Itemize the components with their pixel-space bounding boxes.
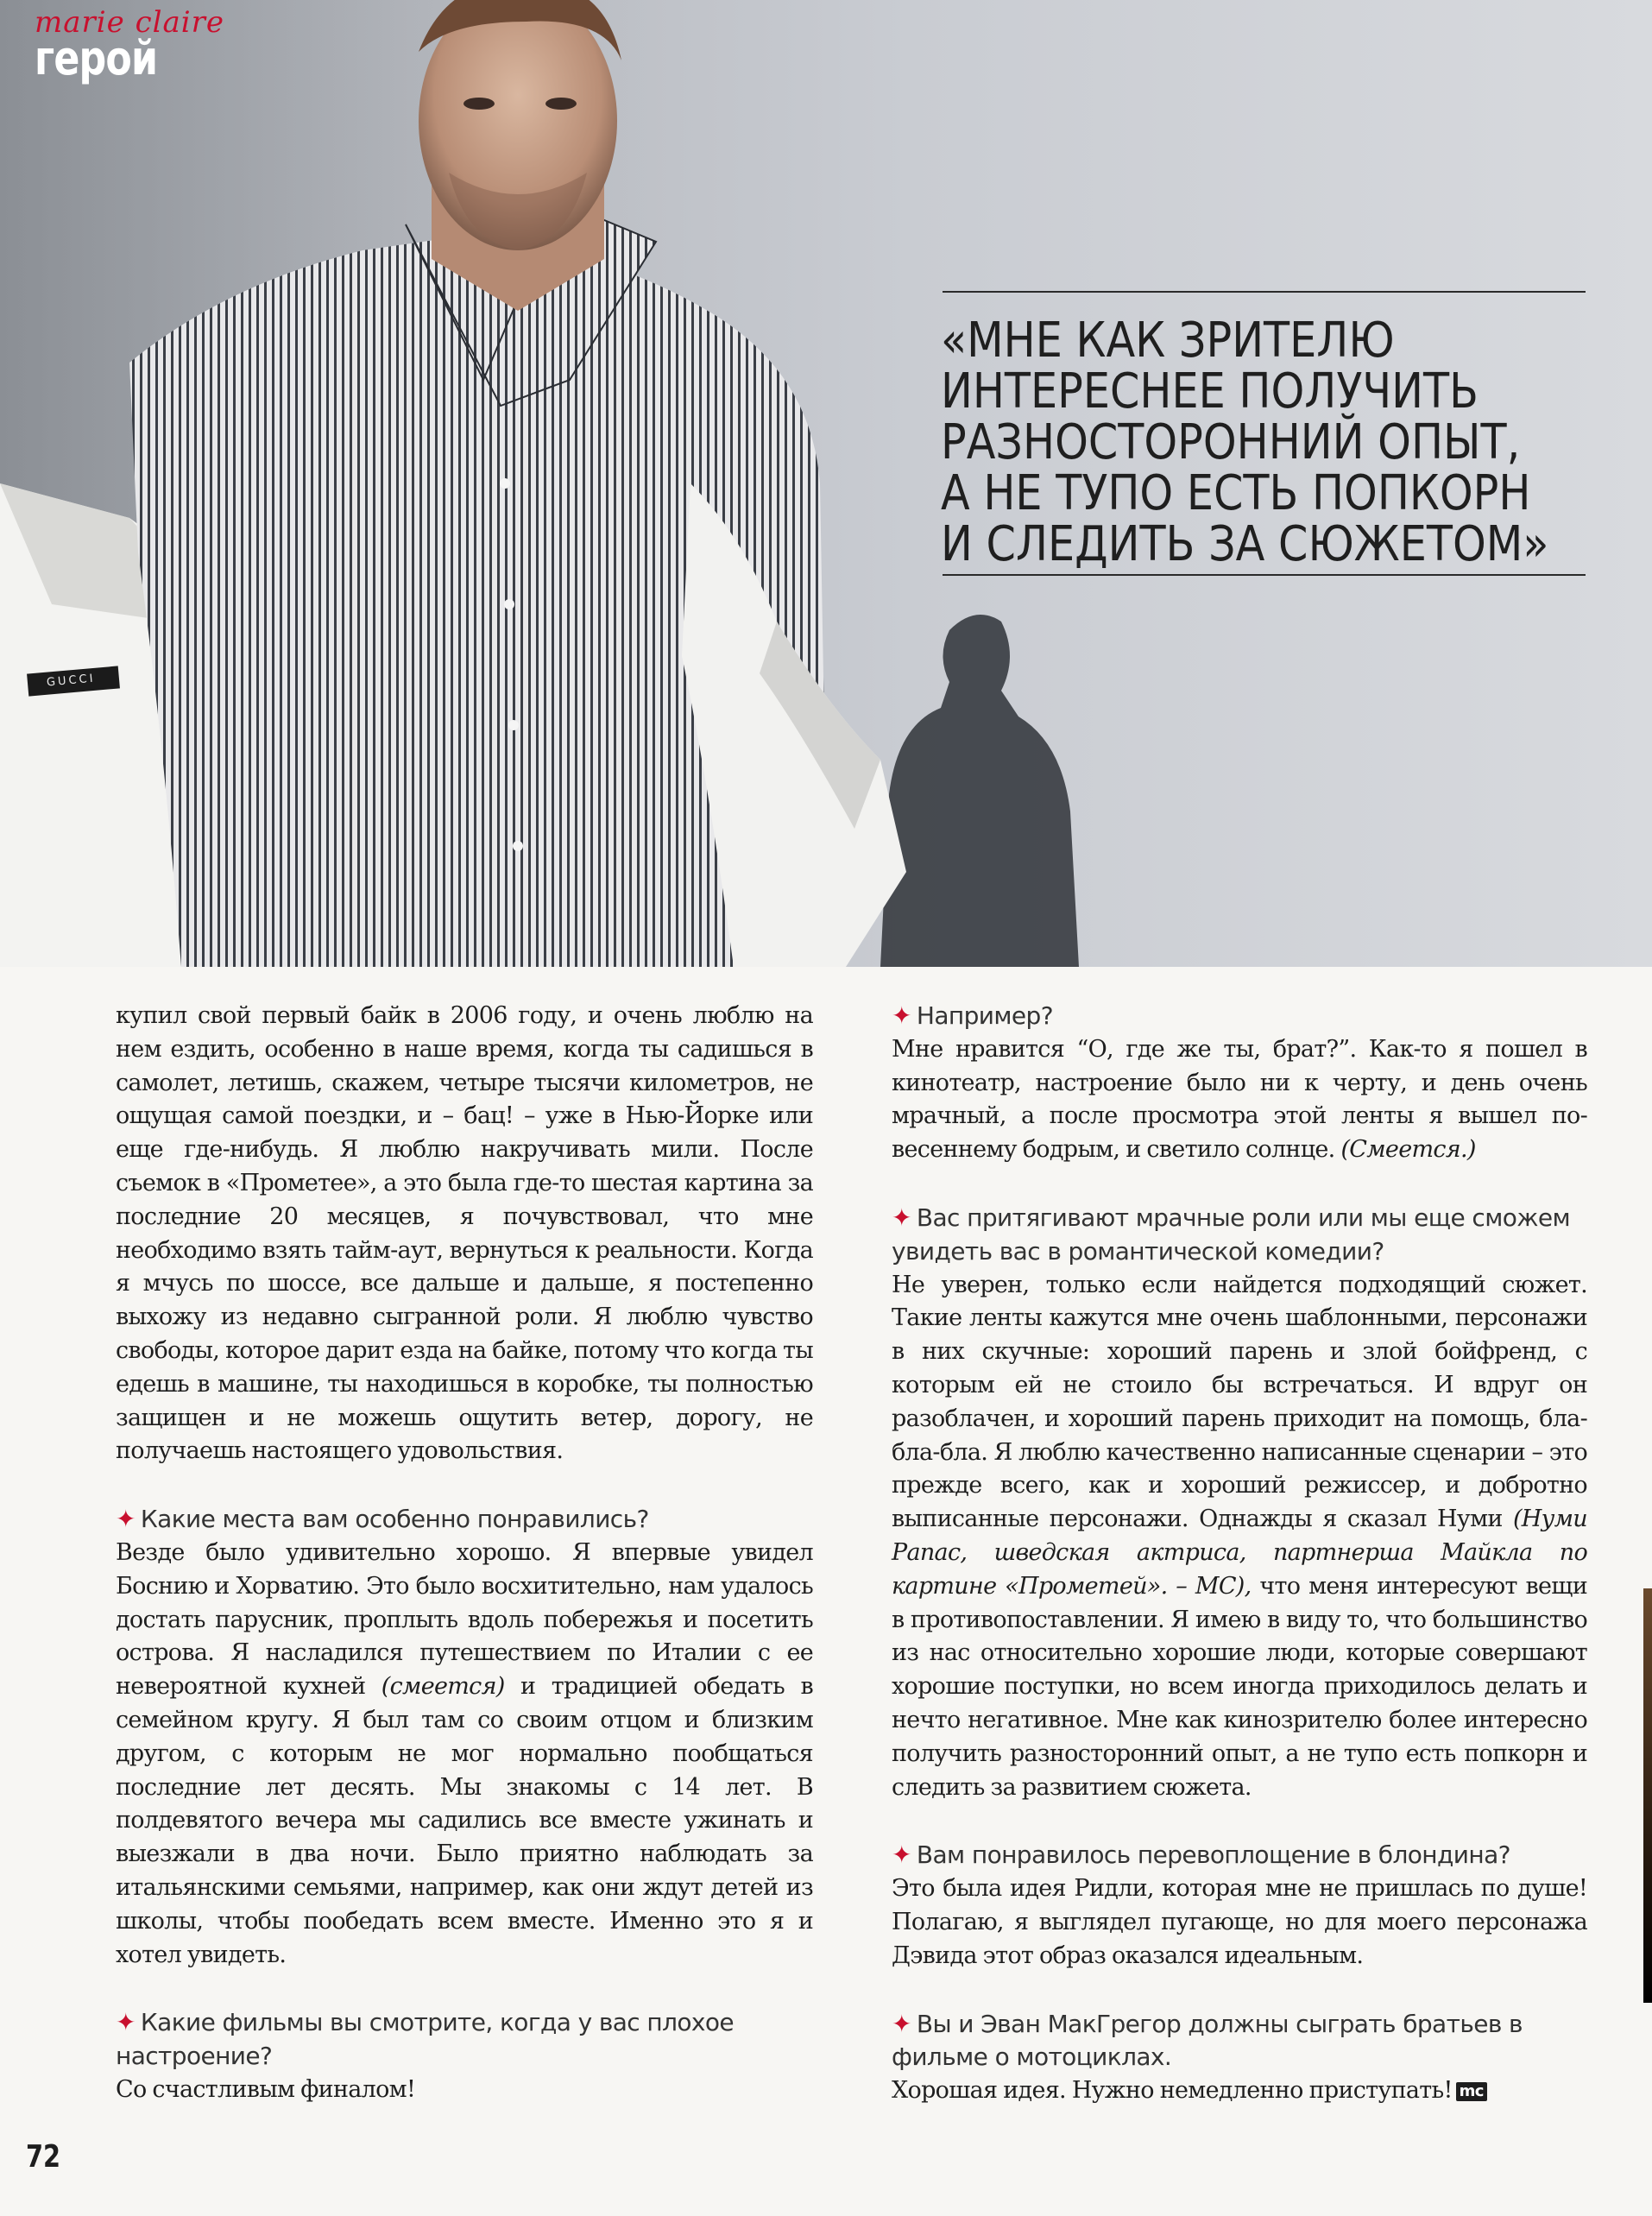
question-text: Какие места вам особенно понравились? (140, 1505, 649, 1534)
pull-quote-rule-top (943, 291, 1586, 293)
answer-paragraph: Со счастливым финалом! (116, 2075, 416, 2103)
question-text: Вы и Эван МакГрегор должны сыграть братьев в фильме о мотоциклах. (892, 2009, 1523, 2072)
answer-aside: (Нуми Рапас, шведская актриса, партнерша Майкла по картине «Прометей». – МС), (892, 1506, 1587, 1600)
question-text: Вас притягивают мрачные роли или мы еще сможем увидеть вас в романтической комедии? (892, 1203, 1571, 1266)
question-heading (892, 2008, 1587, 2075)
answer-text: Мне нравится “О, где же ты, брат?”. Как-то я пошел в кинотеатр, настроение было ни к черту, и день очень мрачный, а после просмотра этой ленты я вышел по-весеннему бодрым, и светило солнце. (892, 1035, 1587, 1164)
section-title: герой (35, 31, 158, 85)
end-mark-logo: mc (1456, 2082, 1487, 2101)
pull-quote-line: И СЛЕДИТЬ ЗА СЮЖЕТОМ» (941, 516, 1549, 572)
pull-quote-rule-bottom (943, 574, 1586, 576)
question-heading (116, 1503, 813, 1537)
star-icon: ✦ (116, 2008, 136, 2037)
answer-text: Не уверен, только если найдется подходящий сюжет. Такие ленты кажутся мне очень шаблонными, персонажи в них скучные: хороший парень и злой бойфренд, с которым ей не стоило бы встречаться. И вдруг он разоблачен, и хороший парень приходит на помощь, бла-бла-бла. Я люблю качественно написанные сценарии – это прежде всего, как и хороший режиссер, и добротно выписанные персонажи. Однажды я сказал Нуми (892, 1271, 1587, 1533)
page-number: 72 (26, 2139, 61, 2175)
answer-aside: (смеется) (381, 1673, 505, 1701)
question-text: Например? (916, 1001, 1053, 1030)
answer-paragraph: купил свой первый байк в 2006 году, и очень люблю на нем ездить, особенно в наше время, когда ты садишься в самолет, летишь, скажем, четыре тысячи километров, не ощущая самой поездки, и – бац! – уже в Нью-Йорке или еще где-нибудь. Я люблю накручивать мили. После съемок в «Прометее», а это была где-то шестая картина за последние 20 месяцев, я почувствовал, что мне необходимо взять тайм-аут, вернуться к реальности. Когда я мчусь по шоссе, все дальше и дальше, я постепенно выхожу из недавно сыгранной роли. Я люблю чувство свободы, которое дарит езда на байке, потому что когда ты едешь в машине, ты находишься в коробке, ты полностью защищен и не можешь ощутить ветер, дорогу, не получаешь настоящего удовольствия. (116, 1002, 814, 1465)
answer-aside: (Смеется.) (1340, 1136, 1476, 1164)
jacket-label: GUCCI (46, 672, 97, 690)
question-heading (892, 1202, 1587, 1269)
pull-quote-line: А НЕ ТУПО ЕСТЬ ПОПКОРН (941, 465, 1531, 521)
pull-quote (941, 313, 1549, 572)
article-column-right (892, 1000, 1587, 2108)
article-column-left (116, 1000, 813, 2107)
star-icon: ✦ (892, 1001, 911, 1030)
question-heading (116, 2006, 813, 2074)
answer-paragraph (892, 1269, 1587, 1805)
answer-paragraph (892, 2074, 1587, 2108)
answer-text: Везде было удивительно хорошо. Я впервые увидел Боснию и Хорватию. Это было восхитительно, нам удалось достать парусник, проплыть вдоль побережья и посетить острова. Я насладился путешествием по Италии с ее невероятной кухней (116, 1538, 813, 1701)
question-heading (892, 1000, 1587, 1033)
star-icon: ✦ (116, 1505, 136, 1534)
answer-paragraph (116, 1537, 813, 1972)
star-icon: ✦ (892, 1203, 911, 1232)
question-heading (892, 1839, 1587, 1872)
star-icon: ✦ (892, 2009, 911, 2038)
hero-photo (0, 0, 1652, 967)
answer-text: что меня интересуют вещи в противопоставлении. Я имею в виду то, что большинство из нас относительно хорошие люди, которые совершают хорошие поступки, но всем иногда приходилось делать и нечто негативное. Мне как кинозрителю более интересно получить разносторонний опыт, а не тупо есть попкорн и следить за развитием сюжета. (892, 1572, 1587, 1801)
answer-text: и традицией обедать в семейном кругу. Я был там со своим отцом и близким другом, с которым не мог нормально пообщаться последние лет десять. Мы знакомы с 14 лет. В полдевятого вечера мы садились все вместе ужинать и выезжали в два ночи. Было приятно наблюдать за итальянскими семьями, например, как они ждут детей из школы, чтобы пообедать всем вместе. Именно это я и хотел увидеть. (116, 1673, 813, 1968)
pull-quote-line: ИНТЕРЕСНЕЕ ПОЛУЧИТЬ (941, 363, 1479, 420)
pull-quote-line: «МНЕ КАК ЗРИТЕЛЮ (941, 313, 1395, 369)
answer-paragraph (892, 1033, 1587, 1167)
brand-logo: marie claire (35, 5, 225, 40)
star-icon: ✦ (892, 1840, 911, 1870)
answer-paragraph: Это была идея Ридли, которая мне не пришлась по душе! Полагаю, я выглядел пугающе, но для моего персонажа Дэвида этот образ оказался идеальным. (892, 1875, 1587, 1969)
pull-quote-line: РАЗНОСТОРОННИЙ ОПЫТ, (941, 414, 1521, 470)
question-text: Какие фильмы вы смотрите, когда у вас плохое настроение? (116, 2008, 735, 2071)
page-edge-strip (1643, 1588, 1652, 2003)
answer-text: Хорошая идея. Нужно немедленно приступать! (892, 2077, 1453, 2105)
question-text: Вам понравилось перевоплощение в блондина? (916, 1840, 1510, 1870)
